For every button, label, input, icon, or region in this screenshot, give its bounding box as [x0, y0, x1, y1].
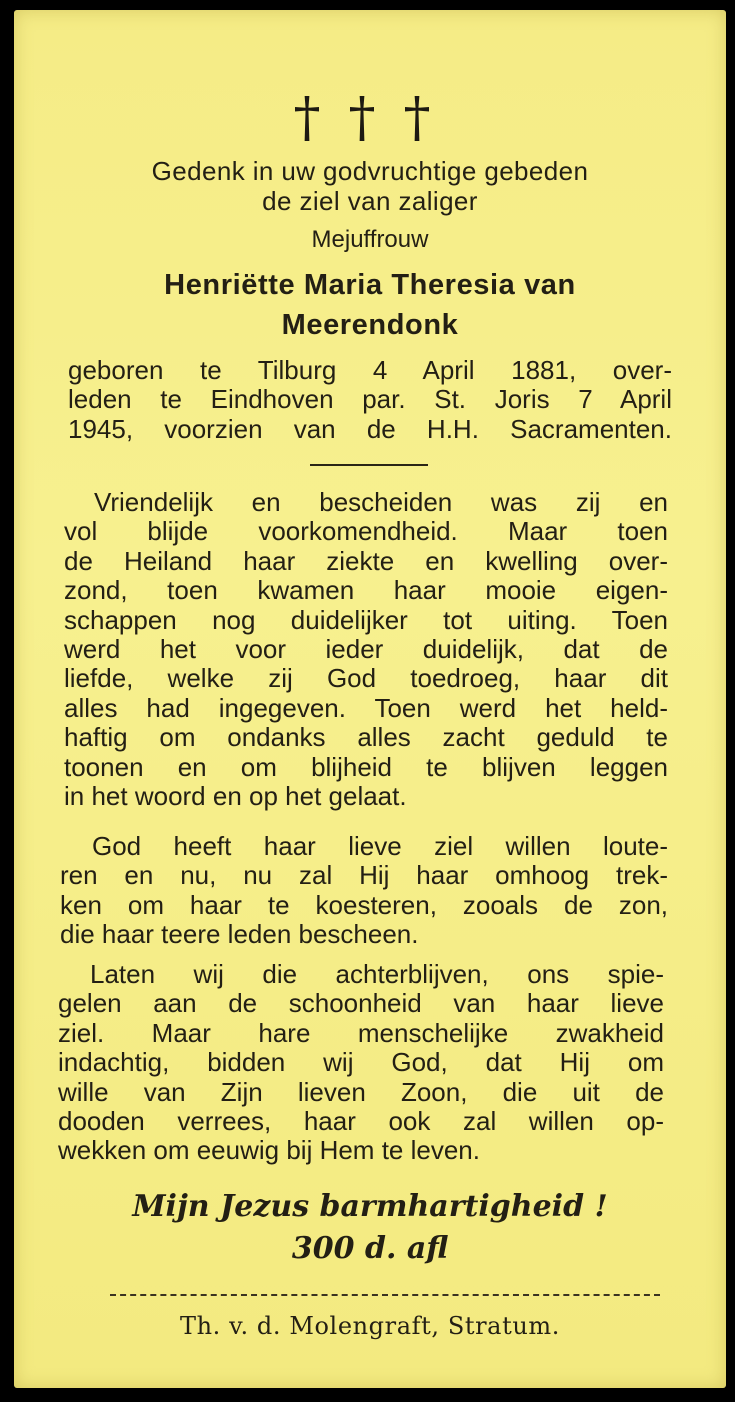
- intro-line-1: Gedenk in uw godvruchtige gebeden: [151, 156, 589, 186]
- text-line: liefde, welke zij God toedroeg, haar dit: [64, 663, 668, 694]
- text-line: zond, toen kwamen haar mooie eigen-: [64, 575, 668, 606]
- text-line: die haar teere leden bescheen.: [60, 919, 419, 950]
- motto-line-2: 300 d. afl: [291, 1231, 449, 1266]
- paragraph-3: [58, 960, 664, 1166]
- text-line: ziel. Maar hare menschelijke zwakheid: [58, 1017, 664, 1048]
- deceased-name-line-2: Meerendonk: [281, 309, 459, 341]
- divider-rule: [310, 464, 428, 466]
- deceased-name-line-1: Henriëtte Maria Theresia van: [164, 269, 576, 301]
- text-line: gelen aan de schoonheid van haar lieve: [58, 988, 664, 1019]
- intro-line-2: de ziel van zaliger: [262, 186, 478, 216]
- text-line: werd het voor ieder duidelijk, dat de: [64, 634, 668, 665]
- paragraph-1: [64, 488, 668, 811]
- text-line: ken om haar te koesteren, zooals de zon,: [60, 889, 668, 920]
- cross-icon: †: [348, 86, 392, 149]
- text-line: schappen nog duidelijker tot uiting. Toen: [64, 604, 668, 635]
- title-mejuffrouw: Mejuffrouw: [311, 226, 429, 253]
- three-crosses: [14, 88, 726, 148]
- text-line: vol blijde voorkomendheid. Maar toen: [64, 516, 668, 547]
- text-line: geboren te Tilburg 4 April 1881, over-: [68, 355, 672, 385]
- divider-dashed: [110, 1294, 660, 1296]
- birth-death-text: [68, 356, 672, 444]
- paragraph-2: [60, 832, 668, 950]
- text-line: ren en nu, nu zal Hij haar omhoog trek-: [60, 860, 668, 891]
- prayer-card: [14, 10, 726, 1388]
- text-line: God heeft haar lieve ziel willen loute-: [92, 831, 668, 861]
- text-line: haftig om ondanks alles zacht geduld te: [64, 722, 668, 753]
- text-line: dooden verrees, haar ook zal willen op-: [58, 1106, 664, 1137]
- text-line: Vriendelijk en bescheiden was zij en: [94, 487, 668, 517]
- text-line: toonen en om blijheid te blijven leggen: [64, 751, 668, 782]
- text-line: in het woord en op het gelaat.: [64, 781, 407, 812]
- text-line: alles had ingegeven. Toen werd het held-: [64, 692, 668, 723]
- text-line: wekken om eeuwig bij Hem te leven.: [58, 1135, 480, 1166]
- text-line: 1945, voorzien van de H.H. Sacramenten.: [68, 413, 672, 444]
- printer-imprint: Th. v. d. Molengraft, Stratum.: [180, 1312, 560, 1340]
- motto-line-1: Mijn Jezus barmhartigheid !: [132, 1189, 608, 1224]
- text-line: de Heiland haar ziekte en kwelling over-: [64, 545, 668, 576]
- text-line: leden te Eindhoven par. St. Joris 7 April: [68, 384, 672, 415]
- cross-icon: †: [293, 86, 337, 149]
- text-line: indachtig, bidden wij God, dat Hij om: [58, 1047, 664, 1078]
- text-line: Laten wij die achterblijven, ons spie-: [90, 959, 664, 989]
- cross-icon: †: [403, 86, 447, 149]
- text-line: wille van Zijn lieven Zoon, die uit de: [58, 1076, 664, 1107]
